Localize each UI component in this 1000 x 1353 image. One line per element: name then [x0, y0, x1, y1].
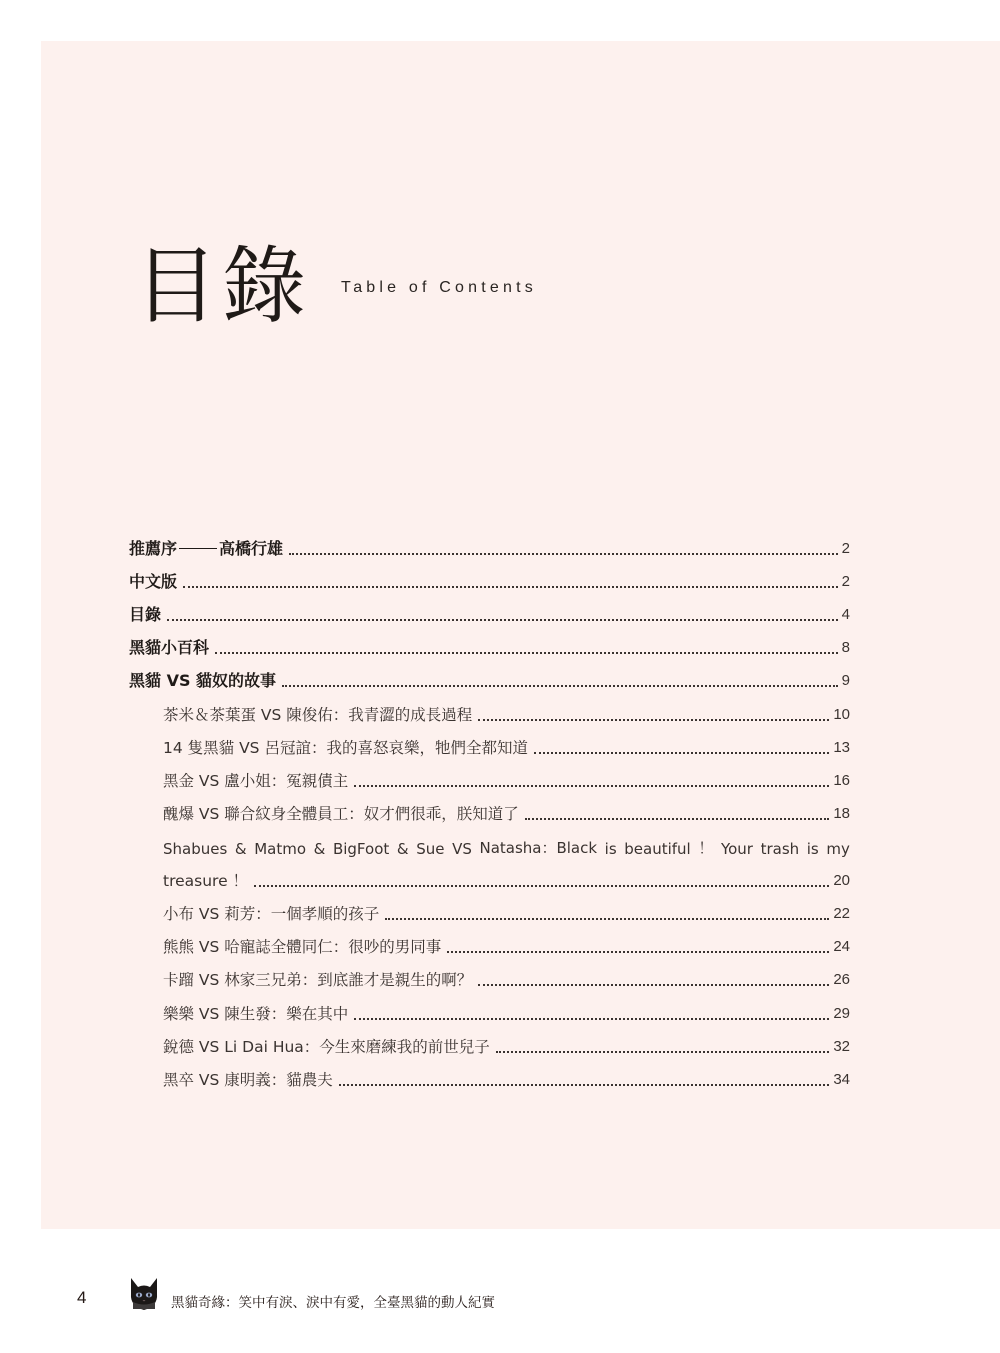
toc-entry-label: 卡蹓 VS 林家三兄弟：到底誰才是親生的啊？	[163, 971, 473, 989]
word: Shabues	[163, 840, 228, 858]
dot-leader	[496, 1051, 830, 1053]
word: Natasha：Black	[479, 839, 598, 857]
toc-entry-chinese-edition[interactable]	[129, 563, 850, 593]
page-subtitle: Table of Contents	[341, 279, 537, 296]
toc-entry-page: 20	[833, 872, 850, 889]
page-title: 目錄	[134, 237, 311, 335]
dot-leader	[254, 885, 829, 887]
word: BigFoot	[332, 840, 390, 858]
toc-subentry[interactable]	[163, 862, 850, 892]
word: ！	[698, 839, 714, 857]
dot-leader	[478, 984, 829, 986]
dot-leader	[282, 685, 838, 687]
toc-entry-page: 4	[841, 606, 850, 623]
toc-subentry[interactable]	[163, 895, 850, 925]
toc-entry-label: 黑貓 VS 貓奴的故事	[129, 671, 277, 690]
toc-entry-page: 32	[833, 1038, 850, 1055]
word: my	[826, 840, 850, 858]
word: VS	[452, 840, 472, 858]
dot-leader	[447, 951, 829, 953]
dot-leader	[167, 619, 838, 621]
toc-entry-page: 13	[833, 739, 850, 756]
toc-entry-label: 14 隻黑貓 VS 呂冠誼：我的喜怒哀樂，牠們全都知道	[163, 739, 528, 757]
dot-leader	[478, 719, 829, 721]
footer-book-title: 黑貓奇緣：笑中有淚、淚中有愛，全臺黑貓的動人紀實	[171, 1295, 495, 1311]
toc-entry-label: 黑金 VS 盧小姐：冤親債主	[163, 772, 349, 790]
dot-leader	[289, 553, 838, 555]
dot-leader	[534, 752, 829, 754]
toc-entry-encyclopedia[interactable]	[129, 629, 850, 659]
dot-leader	[354, 785, 829, 787]
black-cat-icon	[128, 1276, 160, 1312]
dot-leader	[385, 918, 829, 920]
em-dash-divider	[179, 548, 217, 549]
toc-entry-label: 小布 VS 莉芳：一個孝順的孩子	[163, 905, 380, 923]
toc-subentry[interactable]	[163, 696, 850, 726]
toc-entry-page: 2	[841, 540, 850, 557]
toc-entry-label: 熊熊 VS 哈寵誌全體同仁：很吵的男同事	[163, 938, 442, 956]
toc-subentry[interactable]	[163, 995, 850, 1025]
toc-entry-label: 醜爆 VS 聯合紋身全體員工：奴才們很乖，朕知道了	[163, 805, 519, 823]
word: trash	[760, 840, 800, 858]
toc-subentry[interactable]	[163, 795, 850, 825]
toc-subentry[interactable]	[163, 1028, 850, 1058]
word: Matmo	[254, 840, 307, 858]
dot-leader	[339, 1084, 830, 1086]
word: &	[313, 840, 326, 858]
toc-entry-page: 34	[833, 1071, 850, 1088]
toc-entry-page: 26	[833, 971, 850, 988]
toc-entry-page: 2	[841, 573, 850, 590]
toc-entry-label: 目錄	[129, 605, 162, 624]
footer-page-number: 4	[77, 1288, 87, 1307]
toc-entry-page: 18	[833, 805, 850, 822]
word: is	[604, 840, 617, 858]
word: Your	[720, 840, 753, 858]
toc-subentry[interactable]	[163, 961, 850, 991]
toc-entry-page: 8	[841, 639, 850, 656]
toc-entry-preface[interactable]	[129, 530, 850, 560]
dot-leader	[525, 818, 830, 820]
dot-leader	[183, 586, 838, 588]
word: is	[806, 840, 819, 858]
toc-entry-label: 黑卒 VS 康明義：貓農夫	[163, 1071, 333, 1089]
toc-entry-page: 10	[833, 706, 850, 723]
toc-entry-page: 16	[833, 772, 850, 789]
dot-leader	[354, 1018, 829, 1020]
toc-entry-page: 24	[833, 938, 850, 955]
toc-entry-page: 29	[833, 1005, 850, 1022]
toc-entry-label: 銳德 VS Li Dai Hua：今生來磨練我的前世兒子	[163, 1038, 490, 1056]
toc-entry-label: treasure ！	[163, 872, 249, 890]
word: beautiful	[624, 840, 691, 858]
toc-entry-label: 中文版	[129, 572, 178, 591]
toc-entry-label: 茶米＆茶葉蛋 VS 陳俊佑：我青澀的成長過程	[163, 706, 473, 724]
toc-subentry-wrapped-line[interactable]	[163, 830, 850, 858]
toc-entry-contents[interactable]	[129, 596, 850, 626]
word: &	[396, 840, 409, 858]
toc-entry-label-author: 高橋行雄	[219, 539, 284, 558]
toc-subentry[interactable]	[163, 1061, 850, 1091]
toc-entry-label: 樂樂 VS 陳生發：樂在其中	[163, 1005, 349, 1023]
dot-leader	[215, 652, 838, 654]
word: &	[234, 840, 247, 858]
toc-subentry[interactable]	[163, 729, 850, 759]
toc-entry-stories[interactable]	[129, 662, 850, 692]
word: Sue	[416, 840, 445, 858]
toc-entry-label: 黑貓小百科	[129, 638, 210, 657]
toc-entry-page: 9	[841, 672, 850, 689]
toc-subentry[interactable]	[163, 928, 850, 958]
toc-subentry[interactable]	[163, 762, 850, 792]
toc-entry-label: 推薦序	[129, 539, 178, 558]
toc-entry-page: 22	[833, 905, 850, 922]
